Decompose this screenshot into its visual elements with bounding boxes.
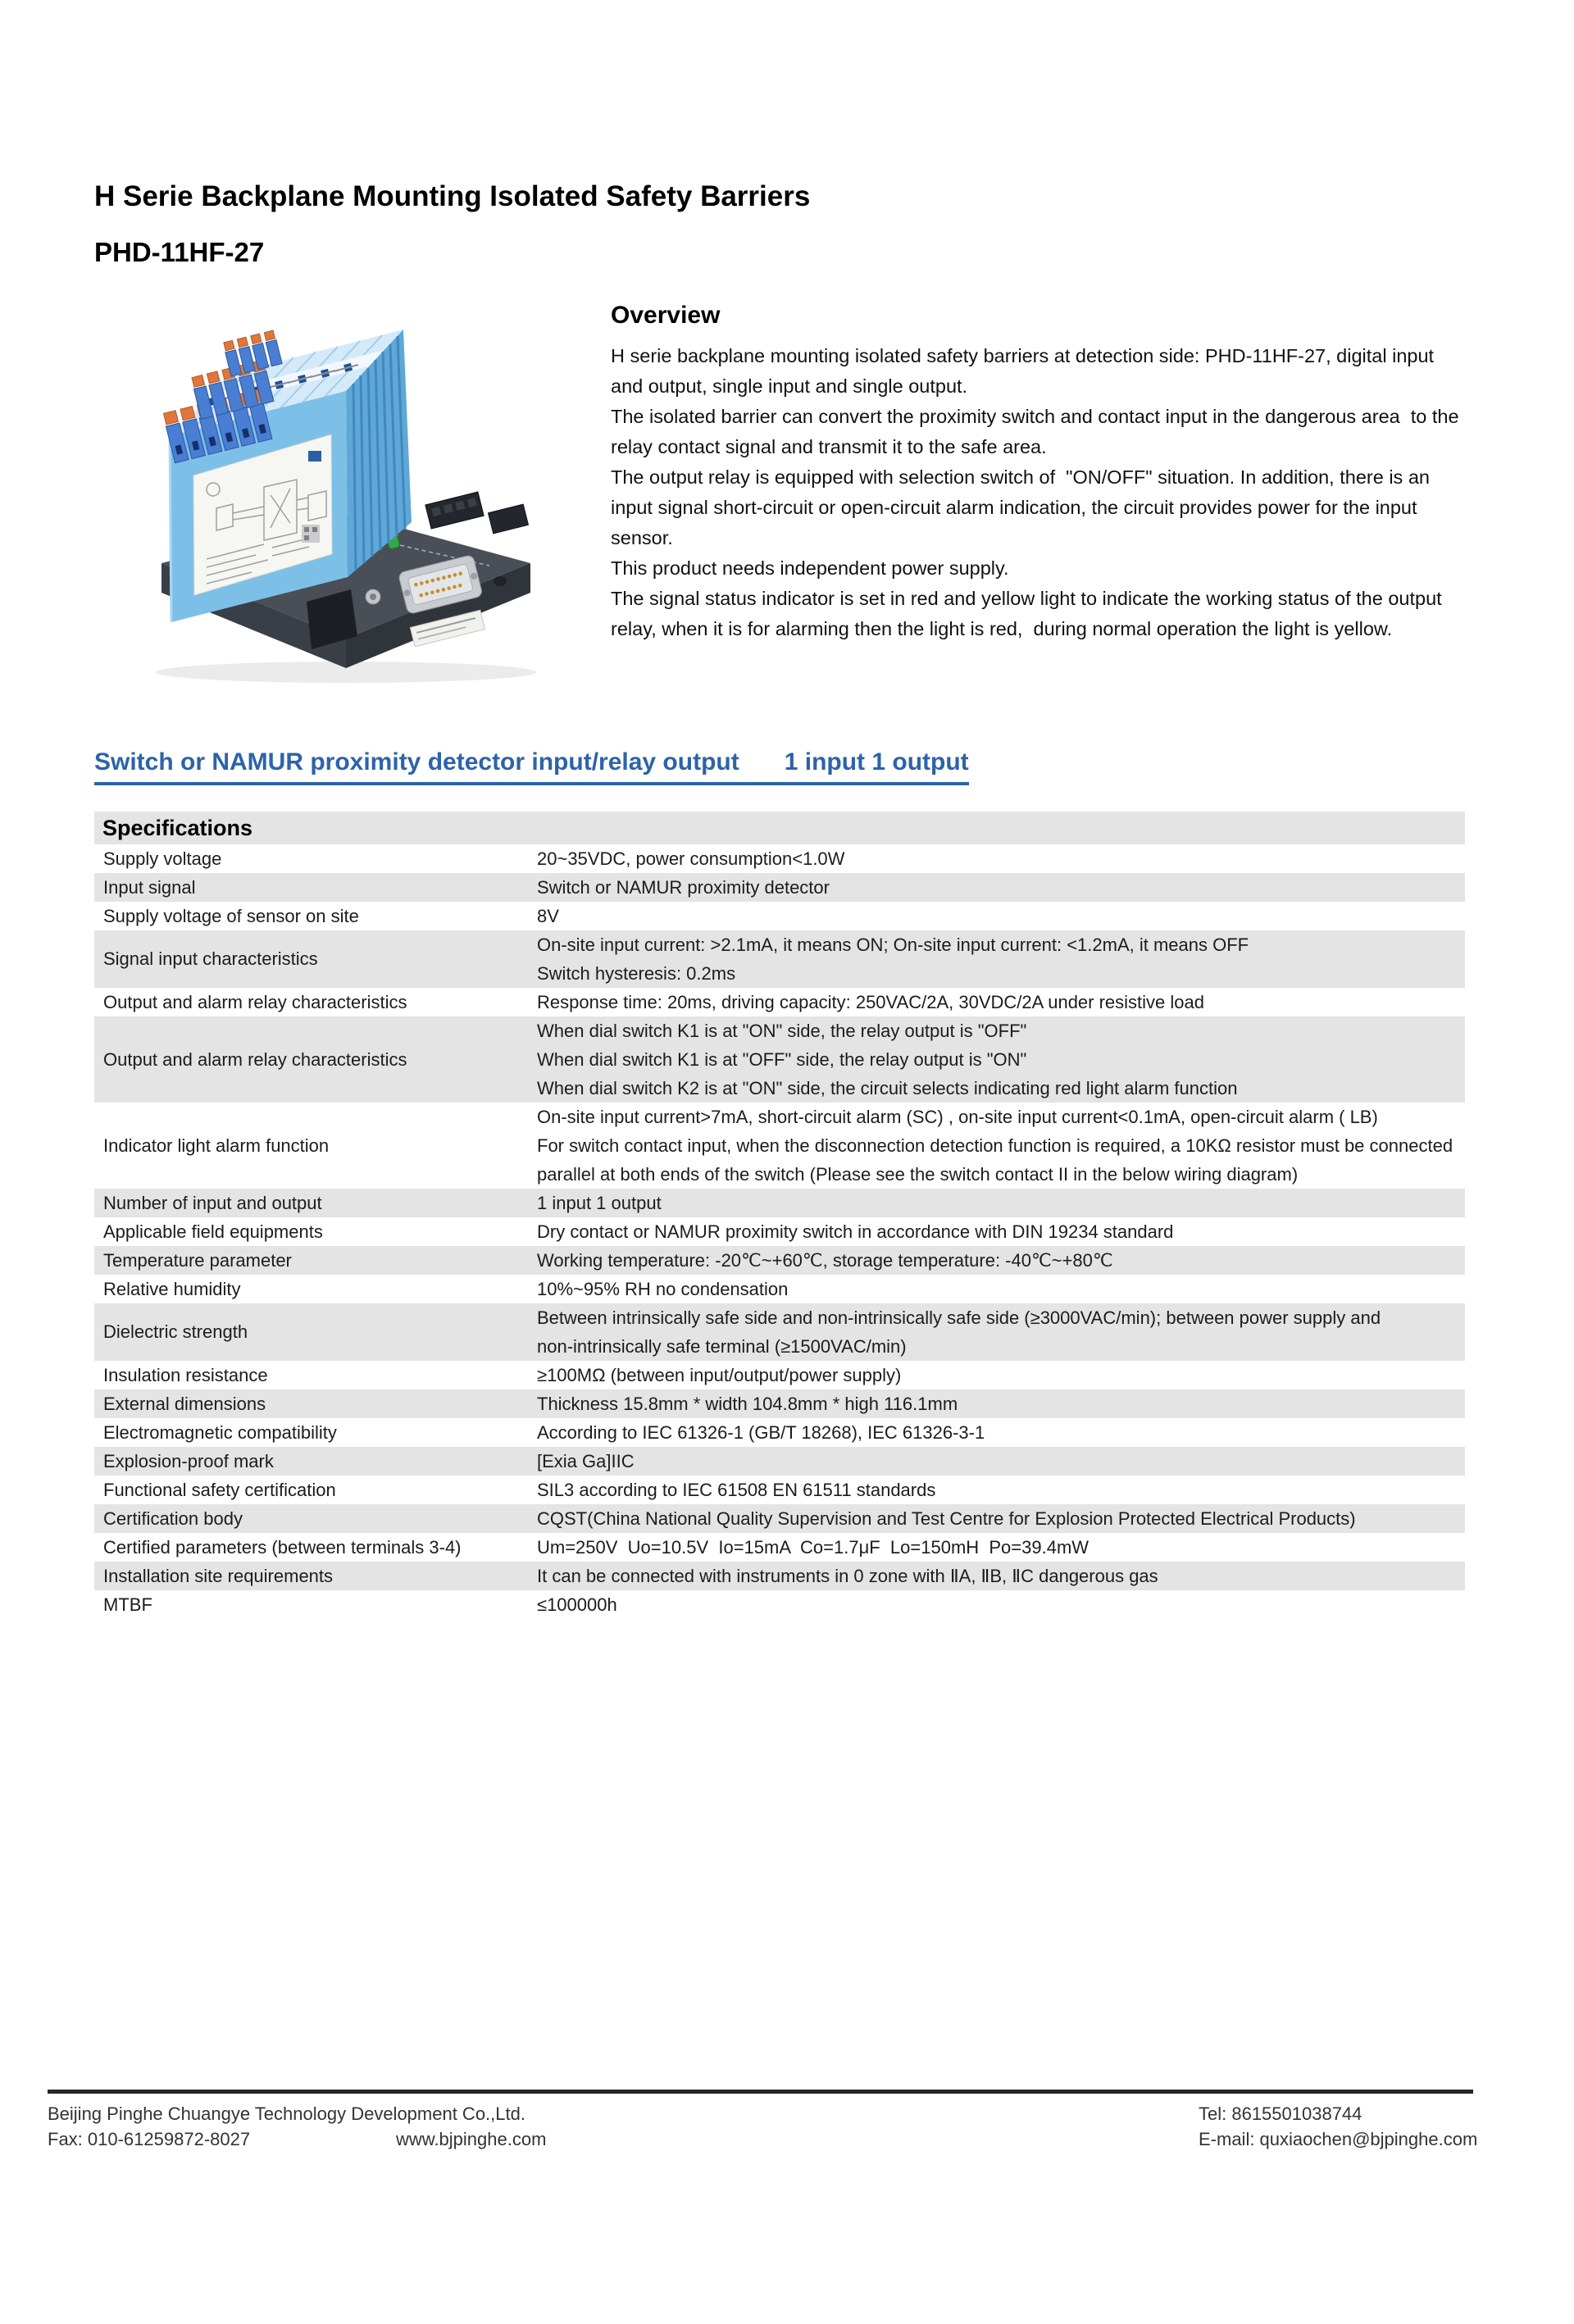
base-terminal-blocks <box>425 482 529 548</box>
specifications-table <box>94 812 1465 1619</box>
spec-row <box>94 1590 1465 1619</box>
footer-fax: Fax: 010-61259872-8027 <box>48 2129 251 2149</box>
overview-paragraph: The isolated barrier can convert the proximity switch and contact input in the dangerous area to the relay contact signal and transmit it to the safe area. <box>611 406 1465 457</box>
footer-website: www.bjpinghe.com <box>396 2129 547 2149</box>
spec-label: Supply voltage of sensor on site <box>103 905 359 926</box>
footer-company: Beijing Pinghe Chuangye Technology Development Co.,Ltd. <box>48 2103 525 2124</box>
spec-value-line: [Exia Ga]IIC <box>537 1451 635 1471</box>
spec-value <box>537 1275 1465 1303</box>
spec-value <box>537 873 1465 902</box>
spec-value-line: When dial switch K1 is at "OFF" side, the relay output is "ON" <box>537 1049 1027 1070</box>
spec-value-line: Um=250V Uo=10.5V Io=15mA Co=1.7μF Lo=150mH Po=39.4mW <box>537 1537 1090 1558</box>
spec-row <box>94 1189 1465 1217</box>
spec-row <box>94 1476 1465 1504</box>
spec-value-line: Thickness 15.8mm * width 104.8mm * high 116.1mm <box>537 1394 958 1414</box>
spec-row <box>94 1533 1465 1562</box>
spec-value <box>537 1504 1465 1533</box>
spec-value-line: 20~35VDC, power consumption<1.0W <box>537 848 845 869</box>
spec-value <box>537 1303 1465 1361</box>
spec-row <box>94 1103 1465 1189</box>
page-title: H Serie Backplane Mounting Isolated Safety Barriers <box>94 180 811 212</box>
spec-label: Output and alarm relay characteristics <box>103 1048 407 1070</box>
spec-value <box>537 1447 1465 1476</box>
footer-rule <box>48 2090 1473 2094</box>
spec-value <box>537 988 1465 1016</box>
spec-value <box>537 902 1465 930</box>
base-screw-terminal <box>366 589 380 604</box>
spec-row <box>94 1217 1465 1246</box>
spec-value-line: 8V <box>537 906 559 926</box>
spec-value-line: ≤100000h <box>537 1594 617 1615</box>
spec-label: Insulation resistance <box>103 1364 268 1385</box>
spec-value <box>537 1389 1465 1418</box>
spec-label: Number of input and output <box>103 1192 322 1213</box>
overview-section <box>611 302 1467 644</box>
io-section-heading-left: Switch or NAMUR proximity detector input/relay output <box>94 748 739 775</box>
product-photo <box>141 313 551 694</box>
spec-value-line: It can be connected with instruments in 0 zone with ⅡA, ⅡB, ⅡC dangerous gas <box>537 1566 1158 1586</box>
spec-value <box>537 1016 1465 1103</box>
module-front-edge-highlight <box>170 436 171 622</box>
spec-label: Dielectric strength <box>103 1321 248 1342</box>
spec-value-line: Working temperature: -20℃~+60℃, storage temperature: -40℃~+80℃ <box>537 1250 1113 1271</box>
spec-label: Functional safety certification <box>103 1479 336 1500</box>
spec-value <box>537 1476 1465 1504</box>
spec-value-line: On-site input current: >2.1mA, it means ON; On-site input current: <1.2mA, it means OFF <box>537 935 1249 955</box>
spec-value-line: According to IEC 61326-1 (GB/T 18268), IEC 61326-3-1 <box>537 1422 985 1443</box>
specifications-header: Specifications <box>94 812 1465 844</box>
spec-row <box>94 1303 1465 1361</box>
overview-paragraph: H serie backplane mounting isolated safety barriers at detection side: PHD-11HF-27, digital input and output, single input and single output. <box>611 345 1440 397</box>
spec-value-line: CQST(China National Quality Supervision and Test Centre for Explosion Protected Electrical Products) <box>537 1508 1356 1529</box>
spec-row <box>94 930 1465 988</box>
spec-value <box>537 1361 1465 1389</box>
spec-label: Supply voltage <box>103 848 222 869</box>
spec-label: Indicator light alarm function <box>103 1135 330 1156</box>
overview-paragraph: This product needs independent power supply. <box>611 557 1009 579</box>
spec-label: Signal input characteristics <box>103 948 318 969</box>
spec-row <box>94 902 1465 930</box>
spec-value-line: Dry contact or NAMUR proximity switch in accordance with DIN 19234 standard <box>537 1221 1174 1242</box>
spec-value <box>537 844 1465 873</box>
mounting-hole <box>494 576 507 586</box>
io-section-heading-right: 1 input 1 output <box>784 748 969 775</box>
spec-label: Temperature parameter <box>103 1249 292 1271</box>
spec-value-line: SIL3 according to IEC 61508 EN 61511 standards <box>537 1480 936 1500</box>
spec-value-line: On-site input current>7mA, short-circuit alarm (SC) , on-site input current<0.1mA, open-circuit alarm ( LB) <box>537 1107 1378 1127</box>
spec-value <box>537 1103 1465 1189</box>
spec-value-line: parallel at both ends of the switch (Please see the switch contact II in the below wiring diagram) <box>537 1164 1299 1185</box>
spec-row <box>94 988 1465 1016</box>
spec-row <box>94 1275 1465 1303</box>
overview-paragraph: The signal status indicator is set in red and yellow light to indicate the working status of the output relay, when it is for alarming then the light is red, during normal operation the light is yellow. <box>611 588 1448 639</box>
spec-value-line: 10%~95% RH no condensation <box>537 1279 789 1299</box>
model-number: PHD-11HF-27 <box>94 237 265 267</box>
spec-value <box>537 1562 1465 1590</box>
spec-label: MTBF <box>103 1594 152 1615</box>
overview-paragraph: The output relay is equipped with selection switch of "ON/OFF" situation. In addition, there is an input signal short-circuit or open-circuit alarm indication, the circuit provides power for the input sensor. <box>611 466 1435 548</box>
spec-value <box>537 1418 1465 1447</box>
spec-value-line: For switch contact input, when the disconnection detection function is required, a 10KΩ resistor must be connected <box>537 1135 1453 1156</box>
spec-value-line: Switch or NAMUR proximity detector <box>537 877 830 898</box>
spec-value-line: Between intrinsically safe side and non-intrinsically safe side (≥3000VAC/min); between power supply and <box>537 1308 1381 1328</box>
overview-heading: Overview <box>611 302 721 329</box>
spec-row <box>94 1361 1465 1389</box>
spec-label: Certification body <box>103 1508 243 1529</box>
spec-label: Input signal <box>103 876 196 898</box>
spec-label: Applicable field equipments <box>103 1221 323 1242</box>
spec-row <box>94 1447 1465 1476</box>
spec-row <box>94 1389 1465 1418</box>
spec-row <box>94 1246 1465 1275</box>
spec-value <box>537 930 1465 988</box>
spec-row <box>94 1504 1465 1533</box>
spec-rows <box>94 844 1465 1619</box>
product-photo-illustration <box>141 313 551 694</box>
overview-paragraphs <box>611 341 1467 644</box>
spec-value-line: ≥100MΩ (between input/output/power supply) <box>537 1365 902 1385</box>
spec-row <box>94 1016 1465 1103</box>
spec-value <box>537 1590 1465 1619</box>
spec-label: Electromagnetic compatibility <box>103 1421 337 1443</box>
spec-label: External dimensions <box>103 1393 266 1414</box>
spec-label: Certified parameters (between terminals 3-4) <box>103 1536 462 1558</box>
spec-value-line: 1 input 1 output <box>537 1193 662 1213</box>
io-section-heading <box>94 748 969 785</box>
spec-label: Relative humidity <box>103 1278 241 1299</box>
spec-value-line: When dial switch K2 is at "ON" side, the circuit selects indicating red light alarm function <box>537 1078 1238 1098</box>
footer-tel: Tel: 8615501038744 <box>1199 2103 1362 2124</box>
spec-value-line: Response time: 20ms, driving capacity: 250VAC/2A, 30VDC/2A under resistive load <box>537 992 1204 1012</box>
spec-row <box>94 873 1465 902</box>
spec-value-line: When dial switch K1 is at "ON" side, the relay output is "OFF" <box>537 1021 1027 1041</box>
spec-value-line: Switch hysteresis: 0.2ms <box>537 963 736 984</box>
spec-value <box>537 1533 1465 1562</box>
spec-row <box>94 1418 1465 1447</box>
spec-row <box>94 844 1465 873</box>
spec-row <box>94 1562 1465 1590</box>
spec-value <box>537 1246 1465 1275</box>
footer-email: E-mail: quxiaochen@bjpinghe.com <box>1199 2129 1478 2149</box>
spec-label: Output and alarm relay characteristics <box>103 991 407 1012</box>
brand-logo <box>308 451 321 462</box>
spec-value <box>537 1217 1465 1246</box>
spec-label: Installation site requirements <box>103 1565 334 1586</box>
spec-value-line: non-intrinsically safe terminal (≥1500VAC/min) <box>537 1336 907 1357</box>
spec-value <box>537 1189 1465 1217</box>
spec-label: Explosion-proof mark <box>103 1450 274 1471</box>
